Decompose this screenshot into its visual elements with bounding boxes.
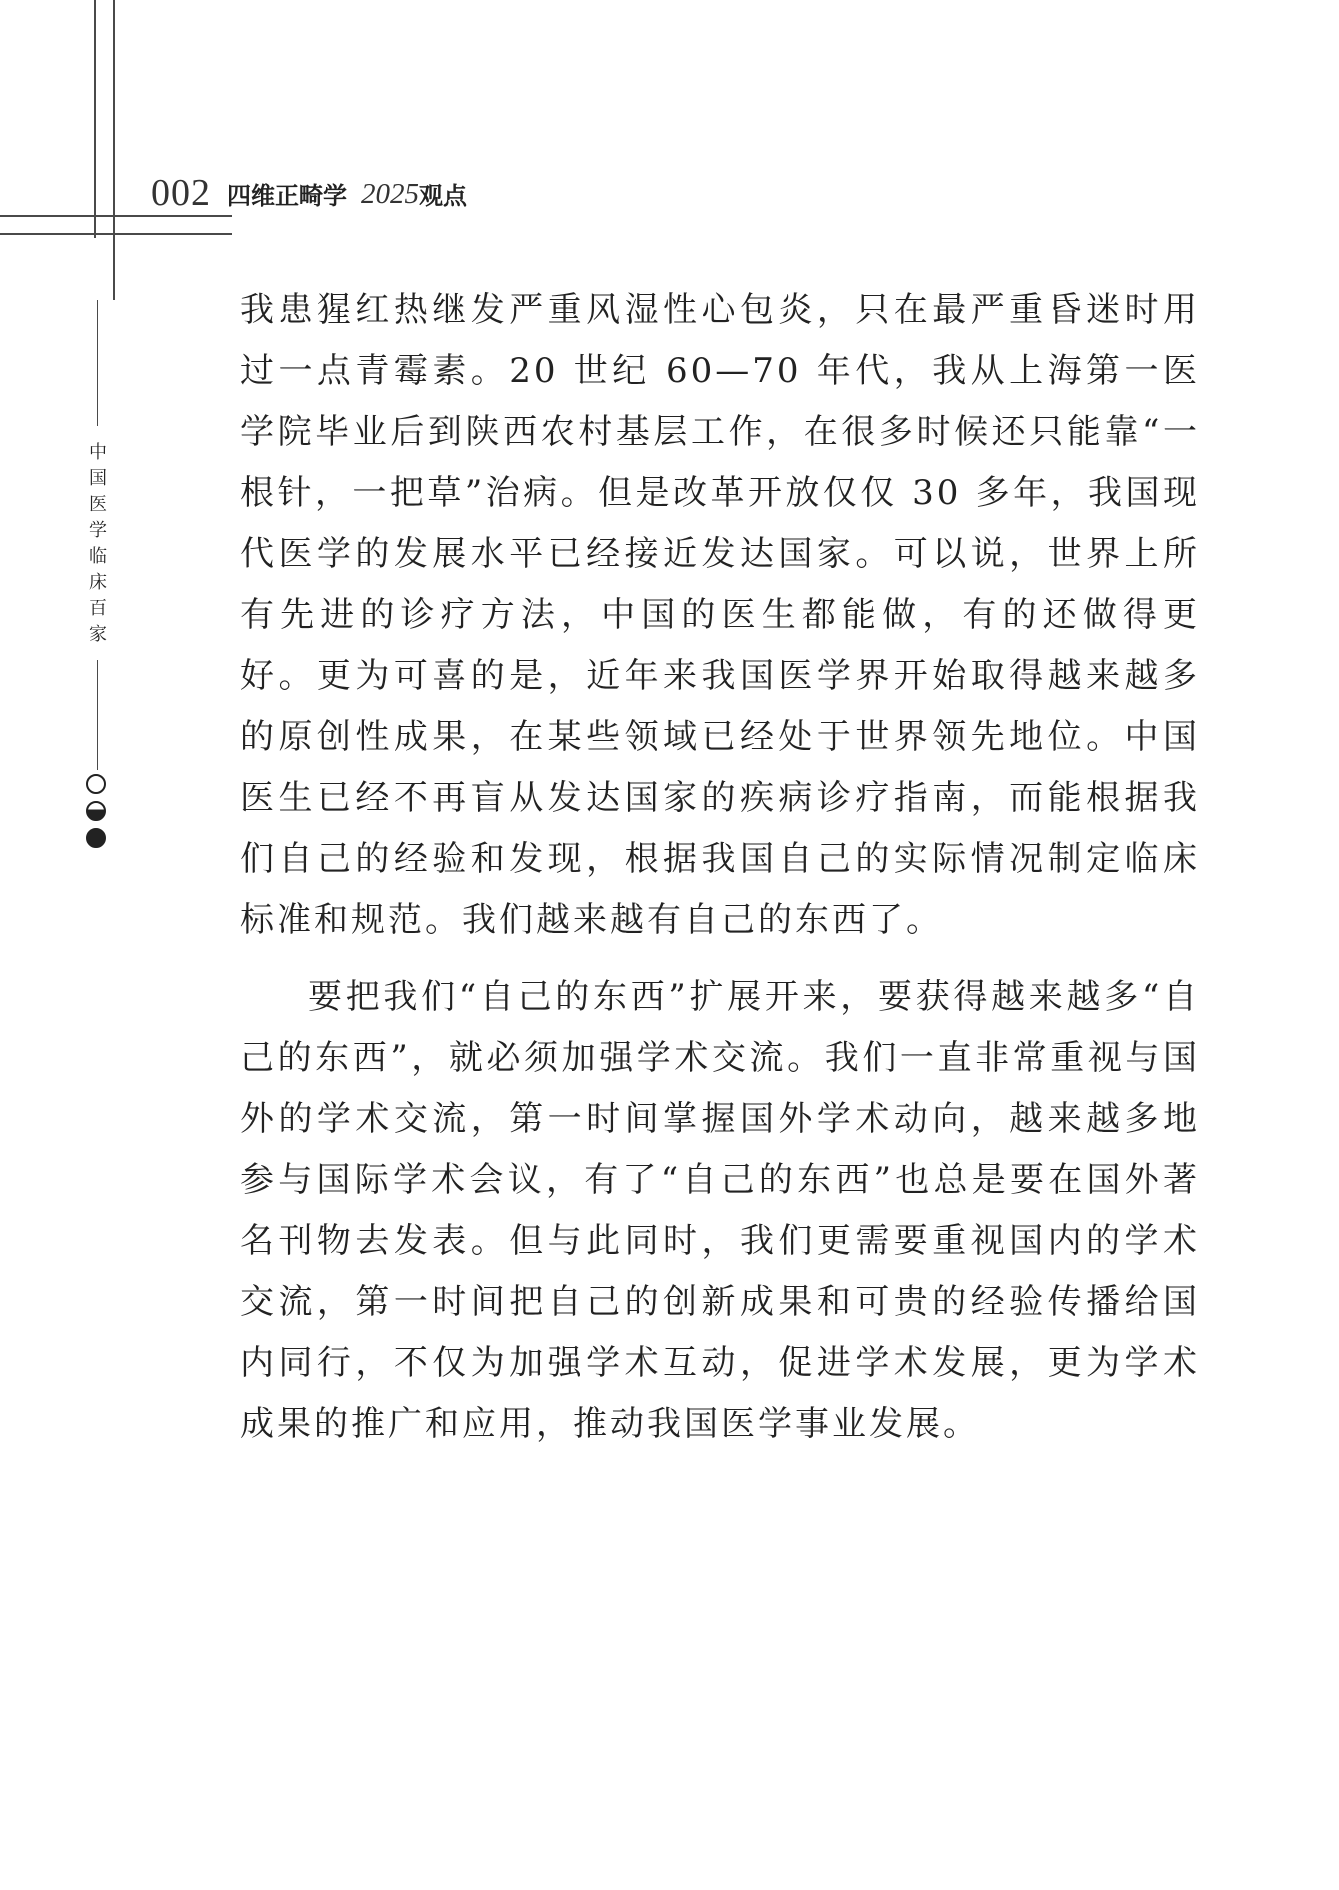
vertical-rule-outer [94, 0, 96, 238]
page-number: 002 [151, 172, 211, 214]
paragraph: 要把我们“自己的东西”扩展开来，要获得越来越多“自己的东西”，就必须加强学术交流。我们一直非常重视与国外的学术交流，第一时间掌握国外学术动向，越来越多地参与国际学术会议，有了“自己的东西”也总是要在国外著名刊物去发表。但与此同时，我们更需要重视国内的学术交流，第一时间把自己的创新成果和可贵的经验传播给国内同行，不仅为加强学术互动，促进学术发展，更为学术成果的推广和应用，推动我国医学事业发展。 [240, 977, 1200, 1444]
body-text [240, 280, 1200, 1455]
horizontal-rule-lower [0, 233, 232, 235]
paragraph-continued: 我患猩红热继发严重风湿性心包炎，只在最严重昏迷时用过一点青霉素。20 世纪 60—70 年代，我从上海第一医学院毕业后到陕西农村基层工作，在很多时候还只能靠“一根针，一把草”治病。但是改革开放仅仅 30 多年，我国现代医学的发展水平已经接近发达国家。可以说，世界上所有先进的诊疗方法，中国的医生都能做，有的还做得更好。更为可喜的是，近年来我国医学界开始取得越来越多的原创性成果，在某些领域已经处于世界领先地位。中国医生已经不再盲从发达国家的疾病诊疗指南，而能根据我们自己的经验和发现，根据我国自己的实际情况制定临床标准和规范。我们越来越有自己的东西了。 [240, 290, 1200, 940]
sidebar-divider-bottom [97, 660, 98, 770]
book-title: 四维正畸学 [227, 182, 347, 210]
series-name: 中国医学临床百家 [89, 442, 107, 645]
empty-circle-icon [86, 774, 106, 794]
running-header [151, 166, 467, 212]
book-subtitle: 观点 [419, 182, 467, 210]
sidebar-circle-markers [86, 774, 110, 855]
half-filled-circle-icon [86, 801, 106, 821]
book-year: 2025 [361, 178, 419, 210]
filled-circle-icon [86, 828, 106, 848]
sidebar-divider-top [97, 300, 98, 426]
horizontal-rule-upper [0, 215, 232, 217]
vertical-rule-inner [113, 0, 115, 300]
